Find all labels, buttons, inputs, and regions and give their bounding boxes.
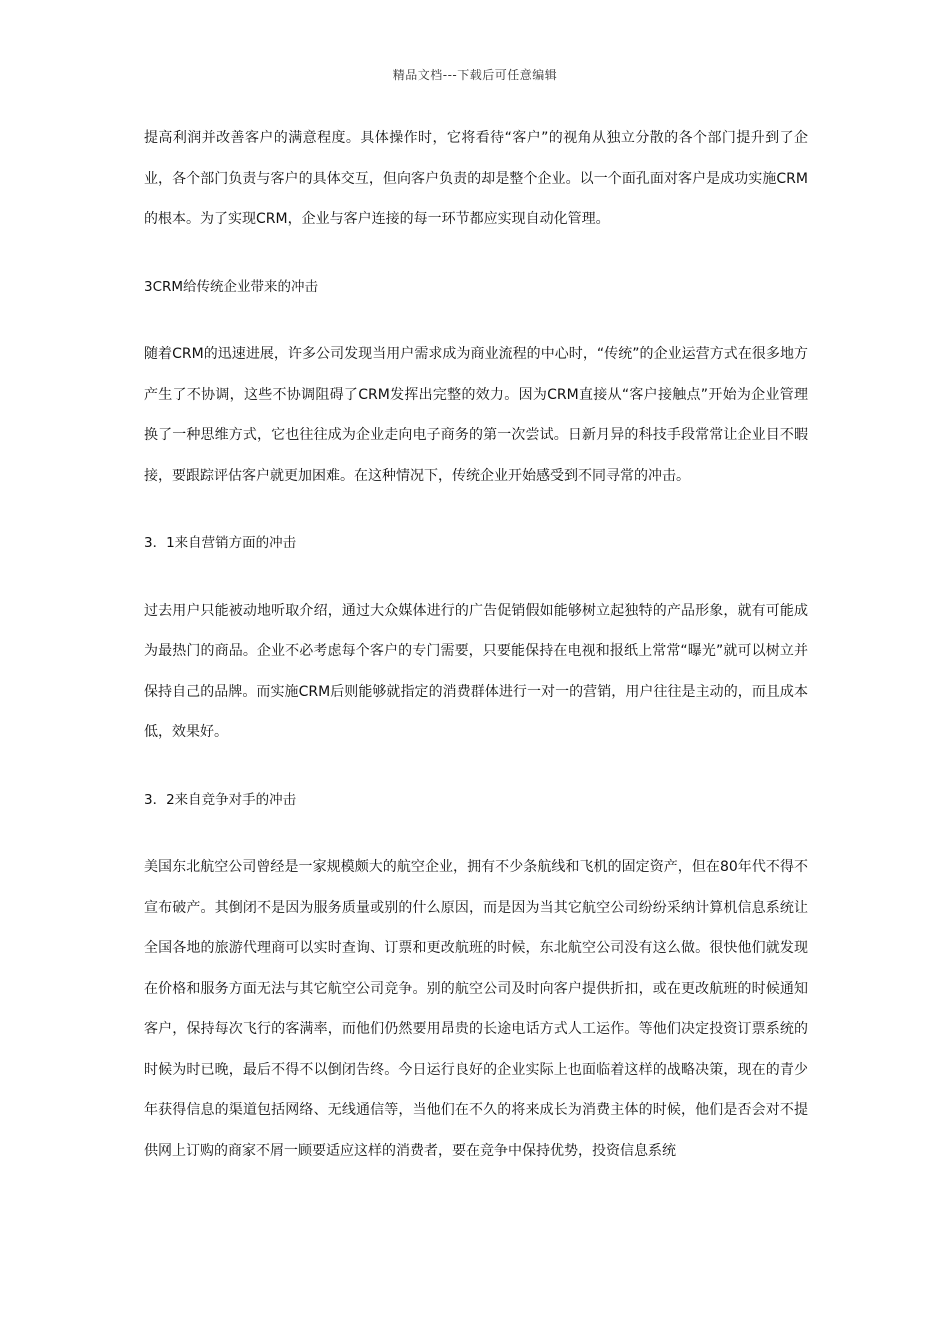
section-heading-3: 3CRM给传统企业带来的冲击 <box>144 278 319 295</box>
section-heading-3-1: 3．1来自营销方面的冲击 <box>144 535 297 551</box>
page-header: 精品文档---下载后可任意编辑 <box>392 68 558 82</box>
document-body <box>144 118 808 1171</box>
paragraph-competitor-impact: 美国东北航空公司曾经是一家规模颇大的航空企业，拥有不少条航线和飞机的固定资产，但在80年代不得不宣布破产。其倒闭不是因为服务质量或别的什么原因，而是因为当其它航空公司纷纷采纳计算机信息系统让全国各地的旅游代理商可以实时查询、订票和更改航班的时候，东北航空公司没有这么做。很快他们就发现在价格和服务方面无法与其它航空公司竞争。别的航空公司及时向客户提供折扣，或在更改航班的时候通知客户，保持每次飞行的客满率，而他们仍然要用昂贵的长途电话方式人工运作。等他们决定投资订票系统的时候为时已晚，最后不得不以倒闭告终。今日运行良好的企业实际上也面临着这样的战略决策，现在的青少年获得信息的渠道包括网络、无线通信等，当他们在不久的将来成长为消费主体的时候，他们是否会对不提供网上订购的商家不屑一顾要适应这样的消费者，要在竞争中保持优势，投资信息系统 <box>144 859 808 1159</box>
paragraph-crm-intro: 提高利润并改善客户的满意程度。具体操作时，它将看待“客户”的视角从独立分散的各个部门提升到了企业，各个部门负责与客户的具体交互，但向客户负责的却是整个企业。以一个面孔面对客户是成功实施CRM的根本。为了实现CRM，企业与客户连接的每一环节都应实现自动化管理。 <box>144 130 808 227</box>
paragraph-traditional-impact: 随着CRM的迅速进展，许多公司发现当用户需求成为商业流程的中心时，“传统”的企业运营方式在很多地方产生了不协调，这些不协调阻碍了CRM发挥出完整的效力。因为CRM直接从“客户接触点”开始为企业管理换了一种思维方式，它也往往成为企业走向电子商务的第一次尝试。日新月异的科技手段常常让企业目不暇接，要跟踪评估客户就更加困难。在这种情况下，传统企业开始感受到不同寻常的冲击。 <box>144 346 808 484</box>
paragraph-marketing-impact: 过去用户只能被动地听取介绍，通过大众媒体进行的广告促销假如能够树立起独特的产品形象，就有可能成为最热门的商品。企业不必考虑每个客户的专门需要，只要能保持在电视和报纸上常常“曝光”就可以树立并保持自己的品牌。而实施CRM后则能够就指定的消费群体进行一对一的营销，用户往往是主动的，而且成本低，效果好。 <box>144 602 808 740</box>
section-heading-3-2: 3．2来自竞争对手的冲击 <box>144 791 297 808</box>
